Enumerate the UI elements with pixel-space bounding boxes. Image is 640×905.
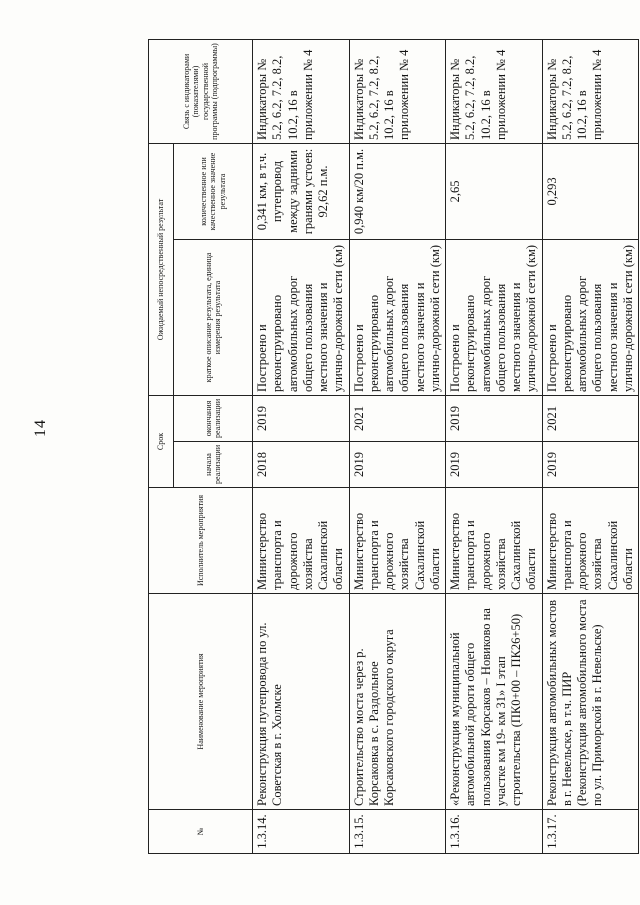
cell-name: Реконструкция автомобильных мостов в г. Невельске, в т.ч. ПИР (Реконструкция автомобильного моста по ул. Приморской в г. Невельске) [542,594,639,810]
header-end: окончания реализации [174,395,253,441]
cell-result-value: 0,293 [542,143,639,239]
cell-start: 2019 [542,442,639,488]
header-executor: Исполнитель мероприятия [149,488,253,594]
cell-end: 2021 [542,395,639,441]
header-indicators: Связь с индикаторами (показателями) государственной программы (подпрограммы) [149,39,253,143]
cell-start: 2018 [253,442,350,488]
header-name: Наименование мероприятия [149,594,253,810]
cell-num: 1.3.14. [253,810,350,854]
cell-start: 2019 [349,442,446,488]
table-row [349,39,446,853]
table-row [542,39,639,853]
cell-result-desc: Построено и реконструировано автомобильных дорог общего пользования местного значения и улично-дорожной сети (км) [253,239,350,395]
header-start: начала реализации [174,442,253,488]
cell-num: 1.3.15. [349,810,446,854]
cell-num: 1.3.16. [446,810,543,854]
cell-executor: Министерство транспорта и дорожного хозяйства Сахалинской области [349,488,446,594]
cell-executor: Министерство транспорта и дорожного хозяйства Сахалинской области [542,488,639,594]
cell-name: «Реконструкция муниципальной автомобильной дороги общего пользования Корсаков – Новиково на участке км 19- км 31» I этап строительства (ПК0+00 – ПК26+50) [446,594,543,810]
header-result-value: количественное или качественное значение результата [174,143,253,239]
cell-num: 1.3.17. [542,810,639,854]
rotated-table-container [148,40,635,854]
cell-result-value: 0,940 км/20 п.м. [349,143,446,239]
cell-result-value: 0,341 км, в т.ч. путепровод между задними гранями устоев: 92,62 п.м. [253,143,350,239]
header-term: Срок [149,395,174,487]
cell-result-desc: Построено и реконструировано автомобильных дорог общего пользования местного значения и улично-дорожной сети (км) [446,239,543,395]
cell-result-desc: Построено и реконструировано автомобильных дорог общего пользования местного значения и улично-дорожной сети (км) [349,239,446,395]
table-row [253,39,350,853]
cell-executor: Министерство транспорта и дорожного хозяйства Сахалинской области [253,488,350,594]
measures-table [148,39,639,854]
cell-indicators: Индикаторы № 5.2, 6.2, 7.2, 8.2, 10.2, 16 в приложении № 4 [253,39,350,143]
cell-indicators: Индикаторы № 5.2, 6.2, 7.2, 8.2, 10.2, 16 в приложении № 4 [446,39,543,143]
cell-end: 2019 [446,395,543,441]
table-row [446,39,543,853]
cell-result-value: 2,65 [446,143,543,239]
cell-executor: Министерство транспорта и дорожного хозяйства Сахалинской области [446,488,543,594]
cell-result-desc: Построено и реконструировано автомобильных дорог общего пользования местного значения и улично-дорожной сети (км) [542,239,639,395]
cell-indicators: Индикаторы № 5.2, 6.2, 7.2, 8.2, 10.2, 16 в приложении № 4 [349,39,446,143]
cell-end: 2021 [349,395,446,441]
header-result: Ожидаемый непосредственный результат [149,143,174,395]
cell-indicators: Индикаторы № 5.2, 6.2, 7.2, 8.2, 10.2, 16 в приложении № 4 [542,39,639,143]
cell-end: 2019 [253,395,350,441]
header-num: № [149,810,253,854]
cell-name: Строительство моста через р. Корсаковка в с. Раздольное Корсаковского городского округа [349,594,446,810]
page-number: 14 [32,419,49,437]
cell-name: Реконструкция путепровода по ул. Советская в г. Холмске [253,594,350,810]
header-result-desc: краткое описание результата, единица измерения результата [174,239,253,395]
cell-start: 2019 [446,442,543,488]
